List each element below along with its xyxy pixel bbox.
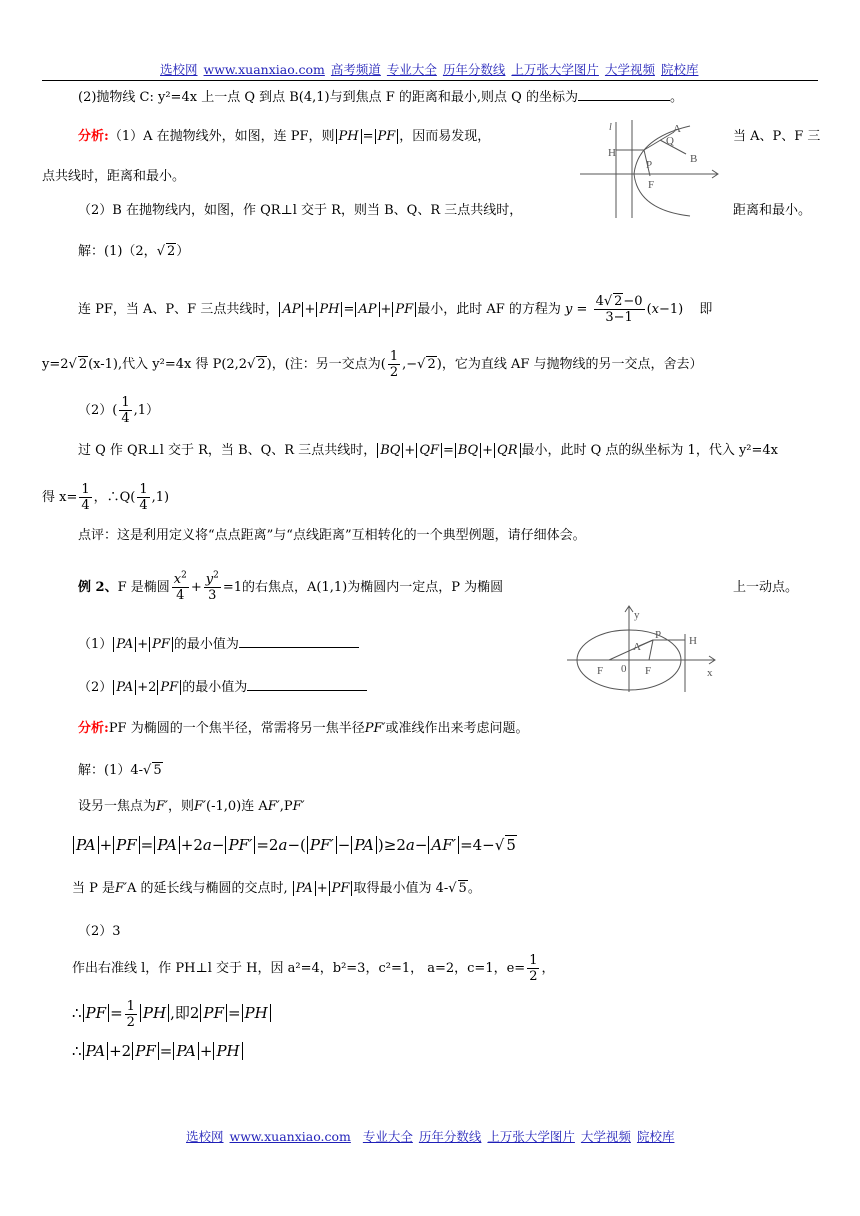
header-link-gaokao[interactable]: 高考频道 (330, 62, 381, 77)
analysis-line-1-tail: 当 A、P、F 三 (733, 129, 821, 144)
svg-text:F: F (597, 665, 604, 677)
line-y: y=2√ 2(x-1),代入 y²=4x 得 P(2,2√ 2)，(注：另一交点为( $\frac{1}{2}$ ,−√ 2)，它为直线 AF 与抛物线的另一交点，舍去） (42, 349, 703, 380)
svg-text:H: H (689, 635, 697, 647)
directrix-line: 作出右准线 l，作 PH⊥l 交于 H，因 a²=4，b²=3，c²=1， a=2，c=1，e= $\frac{1}{2}$ ， (72, 953, 555, 984)
svg-text:P: P (646, 159, 653, 171)
footer-link-xuanxiao[interactable]: 选校网 (186, 1129, 224, 1144)
header-rule (42, 80, 818, 81)
ex2-q1: （1） PA + PF 的最小值为 (78, 636, 359, 654)
footer-link-url[interactable]: www.xuanxiao.com (229, 1129, 351, 1144)
solution-4: （2）3 (78, 924, 121, 939)
footer-link-photos[interactable]: 上万张大学图片 (487, 1129, 575, 1144)
svg-text:y: y (634, 609, 640, 621)
footer-link-schools[interactable]: 院校库 (636, 1129, 675, 1144)
analysis-3: 分析:PF 为椭圆的一个焦半径，常需将另一焦半径PF′或准线作出来考虑问题。 (78, 721, 529, 736)
when-line: 当 P 是F′A 的延长线与椭圆的交点时, PA + PF 取得最小值为 4-√ 5。 (72, 881, 481, 896)
analysis-line-2: （2）B 在抛物线内，如图，作 QR⊥l 交于 R，则当 B、Q、R 三点共线时， (78, 203, 523, 218)
svg-text:P: P (655, 629, 662, 641)
svg-text:B: B (690, 153, 698, 165)
svg-text:F: F (645, 665, 652, 677)
analysis-line-1: 分析:（1）A 在抛物线外，如图，连 PF，则 PH = PF ，因而易发现， (78, 129, 491, 144)
header-link-schools[interactable]: 院校库 (660, 62, 699, 77)
parabola-figure (578, 118, 726, 220)
svg-text:H: H (608, 147, 616, 159)
ellipse-figure (565, 604, 735, 694)
example-2: 例 2、F 是椭圆 $\frac{x^2}{4}$ + $\frac{y^2}{3}$ =1的右焦点，A(1,1)为椭圆内一定点，P 为椭圆 (78, 570, 504, 603)
svg-text:Q: Q (666, 135, 674, 147)
ex2-q2: （2） PA +2 PF 的最小值为 (78, 679, 367, 697)
footer-nav (186, 1128, 680, 1146)
svg-text:A: A (633, 641, 641, 653)
question-2: (2)抛物线 C: y²=4x 上一点 Q 到点 B(4,1)与到焦点 F 的距离和最小,则点 Q 的坐标为 。 (78, 90, 683, 105)
analysis-line-2-tail: 距离和最小。 (733, 203, 812, 218)
svg-text:l: l (609, 122, 612, 133)
q-line-2: 得 x= $\frac{1}{4}$ ，∴Q( $\frac{1}{4}$ ,1) (42, 482, 170, 513)
header-link-videos[interactable]: 大学视频 (604, 62, 655, 77)
footer-link-majors[interactable]: 专业大全 (362, 1129, 413, 1144)
therefore-line-2: ∴ PA +2 PF = PA + PH (72, 1042, 244, 1060)
q-line: 过 Q 作 QR⊥l 交于 R，当 B、Q、R 三点共线时， BQ + QF = BQ + QR 最小，此时 Q 点的纵坐标为 1，代入 y²=4x (78, 443, 779, 458)
header-nav (160, 61, 704, 79)
example-2-tail: 上一动点。 (733, 580, 799, 595)
focus-line: 设另一焦点为F′，则F′(-1,0)连 AF′,PF′ (78, 799, 305, 814)
line-pf: 连 PF，当 A、P、F 三点共线时， AP + PH = AP + PF 最小，此时 AF 的方程为 y = $\frac{4√ 2-0}{3-1}$ (x−1) 即 (78, 294, 713, 325)
comment: 点评：这是利用定义将“点点距离”与“点线距离”互相转化的一个典型例题，请仔细体会。 (78, 528, 586, 543)
solution-3: 解：(1）4-√ 5 (78, 763, 162, 778)
svg-text:x: x (707, 667, 713, 679)
svg-text:F: F (648, 179, 655, 191)
header-link-photos[interactable]: 上万张大学图片 (511, 62, 599, 77)
analysis-line-1b: 点共线时，距离和最小。 (42, 169, 186, 184)
footer-link-videos[interactable]: 大学视频 (580, 1129, 631, 1144)
header-link-majors[interactable]: 专业大全 (386, 62, 437, 77)
header-link-xuanxiao[interactable]: 选校网 (160, 62, 198, 77)
solution-2: （2）( $\frac{1}{4}$ ,1） (78, 395, 160, 426)
therefore-line-1: ∴ PF = $\frac{1}{2}$ PH ,即2 PF = PH (72, 994, 272, 1032)
header-link-url[interactable]: www.xuanxiao.com (203, 62, 325, 77)
footer-link-scores[interactable]: 历年分数线 (418, 1129, 482, 1144)
header-link-scores[interactable]: 历年分数线 (442, 62, 506, 77)
solution-1: 解：(1)（2，√ 2） (78, 244, 190, 259)
svg-text:A: A (673, 123, 681, 135)
inequality-line: PA + PF = PA +2a− PF′ =2a−( PF′ − PA )≥2a− AF′ =4−√ 5 (72, 836, 517, 854)
svg-text:0: 0 (621, 663, 627, 675)
